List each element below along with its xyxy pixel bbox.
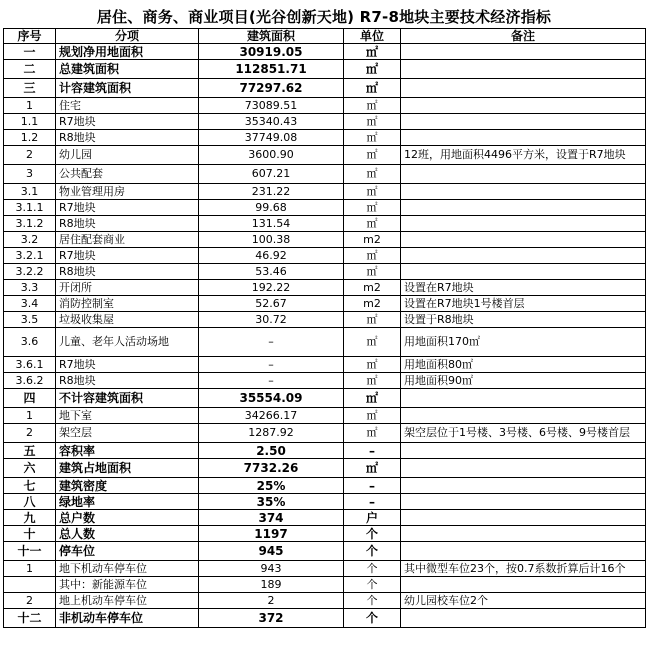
header-note: 备注 [401,29,646,44]
cell-area: 607.21 [199,165,344,184]
cell-no: 2 [4,146,56,165]
cell-note [401,79,646,98]
cell-unit: m2 [344,232,401,248]
cell-name: 公共配套 [56,165,199,184]
header-unit: 单位 [344,29,401,44]
table-row [4,296,646,312]
cell-note [401,609,646,628]
cell-note [401,165,646,184]
cell-unit: ㎡ [344,264,401,280]
table-row [4,130,646,146]
cell-unit: ㎡ [344,248,401,264]
indicator-table [3,28,646,628]
cell-area: 100.38 [199,232,344,248]
table-row [4,408,646,424]
header-row [4,29,646,44]
cell-note [401,248,646,264]
cell-name: R7地块 [56,248,199,264]
cell-name: 容积率 [56,443,199,459]
cell-no: 3.6.2 [4,373,56,389]
cell-unit: – [344,494,401,510]
cell-area: 7732.26 [199,459,344,478]
cell-name: 其中：新能源车位 [56,577,199,593]
cell-area: 112851.71 [199,60,344,79]
cell-no: 五 [4,443,56,459]
table-row [4,478,646,494]
cell-note [401,264,646,280]
cell-area: 25% [199,478,344,494]
table-row [4,165,646,184]
cell-area: 52.67 [199,296,344,312]
table-row [4,373,646,389]
cell-area: 374 [199,510,344,526]
cell-unit: ㎡ [344,389,401,408]
cell-note: 设置于R8地块 [401,312,646,328]
cell-no: 十一 [4,542,56,561]
cell-area: 131.54 [199,216,344,232]
cell-area: – [199,357,344,373]
table-row [4,357,646,373]
table-row [4,264,646,280]
cell-area: 3600.90 [199,146,344,165]
cell-name: R7地块 [56,114,199,130]
table-row [4,200,646,216]
cell-note: 用地面积80㎡ [401,357,646,373]
cell-note [401,200,646,216]
cell-note [401,216,646,232]
cell-unit: ㎡ [344,328,401,357]
cell-no: 十二 [4,609,56,628]
cell-note [401,478,646,494]
cell-no: 六 [4,459,56,478]
table-row [4,542,646,561]
cell-area: 1287.92 [199,424,344,443]
cell-no: 2 [4,593,56,609]
cell-name: 规划净用地面积 [56,44,199,60]
cell-name: 架空层 [56,424,199,443]
cell-unit: ㎡ [344,130,401,146]
cell-area: – [199,328,344,357]
cell-name: 垃圾收集屋 [56,312,199,328]
table-row [4,79,646,98]
cell-unit: ㎡ [344,44,401,60]
cell-unit: 户 [344,510,401,526]
table-row [4,328,646,357]
cell-no: 2 [4,424,56,443]
cell-note: 设置在R7地块1号楼首层 [401,296,646,312]
cell-no: 1 [4,408,56,424]
cell-note [401,114,646,130]
cell-note: 设置在R7地块 [401,280,646,296]
cell-area: 53.46 [199,264,344,280]
cell-no: 四 [4,389,56,408]
cell-area: 231.22 [199,184,344,200]
cell-area: 2 [199,593,344,609]
cell-no: 3.2.1 [4,248,56,264]
header-area: 建筑面积 [199,29,344,44]
cell-area: 37749.08 [199,130,344,146]
cell-note [401,494,646,510]
cell-name: 绿地率 [56,494,199,510]
cell-area: 35% [199,494,344,510]
cell-area: 943 [199,561,344,577]
table-row [4,44,646,60]
cell-no: 3 [4,165,56,184]
cell-name: R8地块 [56,130,199,146]
table-row [4,146,646,165]
table-row [4,280,646,296]
cell-no: 1 [4,98,56,114]
cell-area: 73089.51 [199,98,344,114]
cell-unit: 个 [344,609,401,628]
cell-name: R7地块 [56,357,199,373]
sheet-title: 居住、商务、商业项目(光谷创新天地) R7-8地块主要技术经济指标 [96,8,552,26]
cell-note [401,184,646,200]
cell-name: 建筑占地面积 [56,459,199,478]
cell-unit: ㎡ [344,357,401,373]
cell-no: 3.3 [4,280,56,296]
cell-name: 住宅 [56,98,199,114]
cell-name: 幼儿园 [56,146,199,165]
table-row [4,459,646,478]
table-row [4,114,646,130]
cell-no: 九 [4,510,56,526]
cell-area: – [199,373,344,389]
cell-no: 1 [4,561,56,577]
cell-note [401,130,646,146]
cell-note: 用地面积90㎡ [401,373,646,389]
table-row [4,609,646,628]
cell-unit: 个 [344,526,401,542]
cell-area: 77297.62 [199,79,344,98]
cell-no: 3.2 [4,232,56,248]
table-row [4,98,646,114]
table-row [4,510,646,526]
cell-unit: ㎡ [344,184,401,200]
table-row [4,184,646,200]
cell-area: 34266.17 [199,408,344,424]
cell-unit: ㎡ [344,200,401,216]
header-no: 序号 [4,29,56,44]
cell-name: 物业管理用房 [56,184,199,200]
cell-name: 居住配套商业 [56,232,199,248]
cell-unit: – [344,443,401,459]
cell-note [401,389,646,408]
cell-name: 总建筑面积 [56,60,199,79]
cell-area: 30919.05 [199,44,344,60]
cell-unit: 个 [344,577,401,593]
cell-note: 架空层位于1号楼、3号楼、6号楼、9号楼首层 [401,424,646,443]
cell-no: 3.6 [4,328,56,357]
cell-name: R8地块 [56,216,199,232]
cell-name: R8地块 [56,264,199,280]
cell-note [401,443,646,459]
cell-area: 1197 [199,526,344,542]
cell-unit: 个 [344,561,401,577]
cell-unit: ㎡ [344,60,401,79]
cell-name: 地上机动车停车位 [56,593,199,609]
cell-unit: ㎡ [344,114,401,130]
cell-name: 地下室 [56,408,199,424]
cell-note [401,44,646,60]
cell-note [401,232,646,248]
cell-note: 其中微型车位23个，按0.7系数折算后计16个 [401,561,646,577]
cell-name: 建筑密度 [56,478,199,494]
table-row [4,60,646,79]
cell-note [401,408,646,424]
cell-unit: 个 [344,542,401,561]
cell-name: 开闭所 [56,280,199,296]
cell-note [401,510,646,526]
cell-name: 总户数 [56,510,199,526]
cell-area: 35554.09 [199,389,344,408]
cell-note [401,60,646,79]
cell-no: 八 [4,494,56,510]
cell-no: 十 [4,526,56,542]
cell-no: 3.1 [4,184,56,200]
cell-name: 地下机动车停车位 [56,561,199,577]
cell-no: 三 [4,79,56,98]
cell-unit: m2 [344,280,401,296]
cell-name: 不计容建筑面积 [56,389,199,408]
cell-unit: ㎡ [344,79,401,98]
cell-no: 一 [4,44,56,60]
cell-area: 945 [199,542,344,561]
table-row [4,494,646,510]
cell-name: 总人数 [56,526,199,542]
cell-unit: – [344,478,401,494]
cell-note [401,577,646,593]
cell-unit: ㎡ [344,146,401,165]
cell-name: 消防控制室 [56,296,199,312]
cell-no: 3.1.2 [4,216,56,232]
cell-area: 192.22 [199,280,344,296]
cell-name: 儿童、老年人活动场地 [56,328,199,357]
header-name: 分项 [56,29,199,44]
cell-unit: ㎡ [344,165,401,184]
table-row [4,577,646,593]
table-row [4,389,646,408]
cell-no: 1.2 [4,130,56,146]
cell-unit: ㎡ [344,408,401,424]
cell-unit: ㎡ [344,373,401,389]
cell-name: R8地块 [56,373,199,389]
cell-no: 3.1.1 [4,200,56,216]
cell-unit: ㎡ [344,312,401,328]
cell-name: 停车位 [56,542,199,561]
indicator-sheet [3,6,645,628]
table-row [4,526,646,542]
cell-no: 1.1 [4,114,56,130]
cell-name: 非机动车停车位 [56,609,199,628]
cell-name: 计容建筑面积 [56,79,199,98]
table-row [4,312,646,328]
cell-area: 372 [199,609,344,628]
cell-no: 3.5 [4,312,56,328]
cell-note: 幼儿园校车位2个 [401,593,646,609]
cell-unit: ㎡ [344,98,401,114]
cell-note: 用地面积170㎡ [401,328,646,357]
cell-note [401,98,646,114]
cell-area: 189 [199,577,344,593]
cell-area: 30.72 [199,312,344,328]
cell-area: 35340.43 [199,114,344,130]
cell-no [4,577,56,593]
cell-no: 七 [4,478,56,494]
table-row [4,424,646,443]
table-row [4,593,646,609]
cell-note [401,459,646,478]
cell-no: 二 [4,60,56,79]
table-row [4,561,646,577]
cell-area: 46.92 [199,248,344,264]
cell-note: 12班，用地面积4496平方米，设置于R7地块 [401,146,646,165]
cell-area: 99.68 [199,200,344,216]
cell-unit: ㎡ [344,216,401,232]
table-row [4,443,646,459]
cell-no: 3.6.1 [4,357,56,373]
cell-unit: 个 [344,593,401,609]
cell-area: 2.50 [199,443,344,459]
cell-no: 3.4 [4,296,56,312]
cell-unit: ㎡ [344,424,401,443]
cell-note [401,542,646,561]
cell-no: 3.2.2 [4,264,56,280]
table-row [4,232,646,248]
cell-name: R7地块 [56,200,199,216]
cell-unit: ㎡ [344,459,401,478]
cell-note [401,526,646,542]
table-row [4,248,646,264]
cell-unit: m2 [344,296,401,312]
table-row [4,216,646,232]
